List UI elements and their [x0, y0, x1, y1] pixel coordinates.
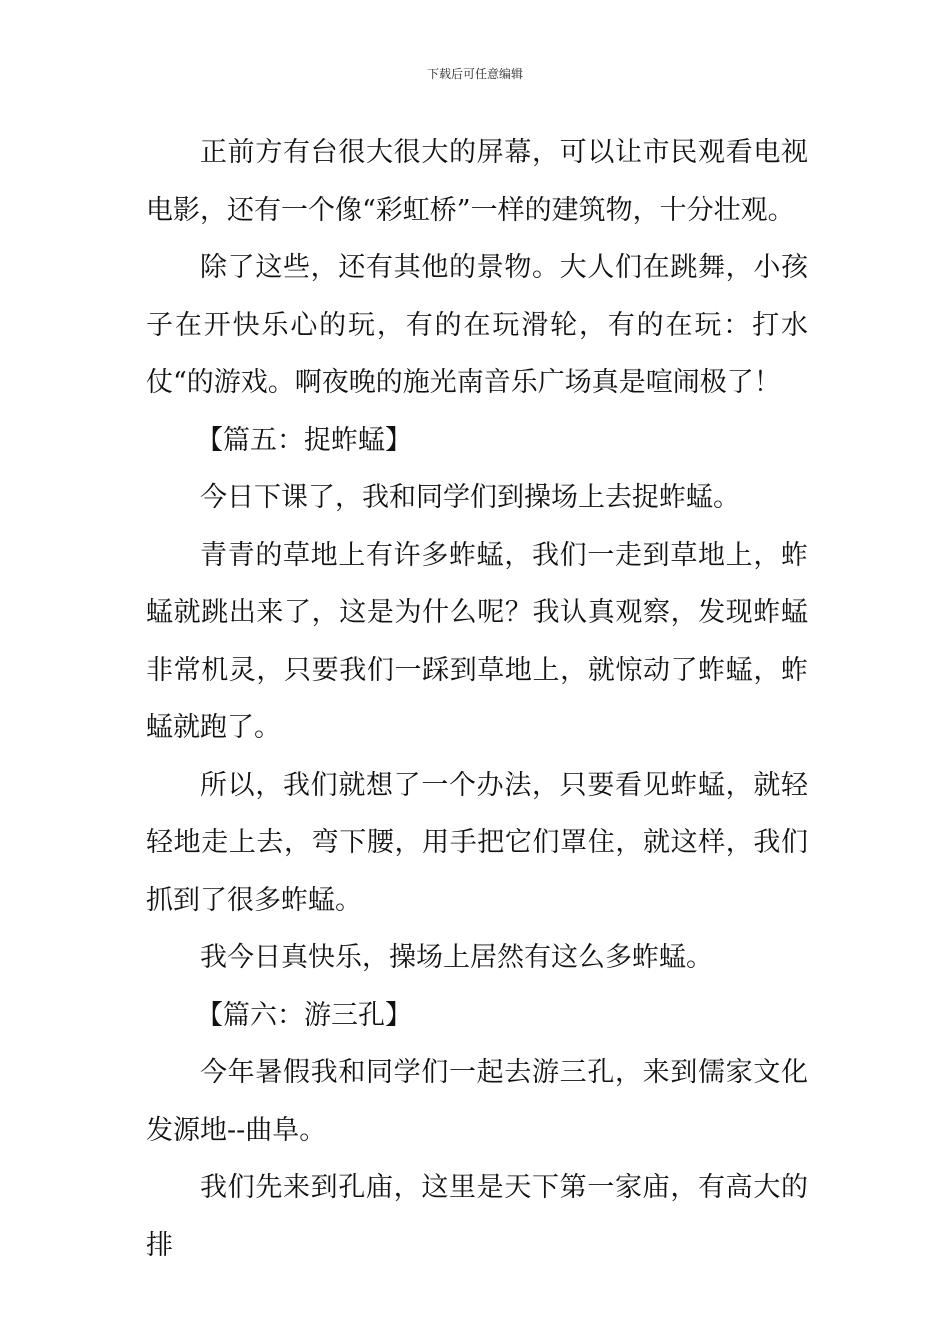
document-body	[146, 124, 808, 1274]
paragraph: 我们先来到孔庙，这里是天下第一家庙，有高大的排	[146, 1172, 808, 1261]
paragraph: 我今日真快乐，操场上居然有这么多蚱蜢。	[200, 942, 713, 973]
paragraph: 所以，我们就想了一个办法，只要看见蚱蜢，就轻轻地走上去，弯下腰，用手把它们罩住，就这样，我们抓到了很多蚱蜢。	[146, 769, 808, 916]
page-header: 下载后可任意编辑	[426, 67, 523, 81]
paragraph: 青青的草地上有许多蚱蜢，我们一走到草地上，蚱蜢就跳出来了，这是为什么呢？我认真观察，发现蚱蜢非常机灵，只要我们一踩到草地上，就惊动了蚱蜢，蚱蜢就跑了。	[146, 539, 808, 743]
paragraph: 正前方有台很大很大的屏幕，可以让市民观看电视电影，还有一个像“彩虹桥”一样的建筑物，十分壮观。	[146, 137, 808, 226]
paragraph: 除了这些，还有其他的景物。大人们在跳舞，小孩子在开快乐心的玩，有的在玩滑轮，有的在玩：打水仗“的游戏。啊夜晚的施光南音乐广场真是喧闹极了！	[146, 252, 808, 398]
section-heading: 【篇六：游三孔】	[196, 999, 412, 1031]
section-heading: 【篇五：捉蚱蜢】	[196, 424, 412, 456]
paragraph: 今日下课了，我和同学们到操场上去捉蚱蜢。	[200, 482, 740, 513]
paragraph: 今年暑假我和同学们一起去游三孔，来到儒家文化发源地--曲阜。	[146, 1057, 808, 1146]
